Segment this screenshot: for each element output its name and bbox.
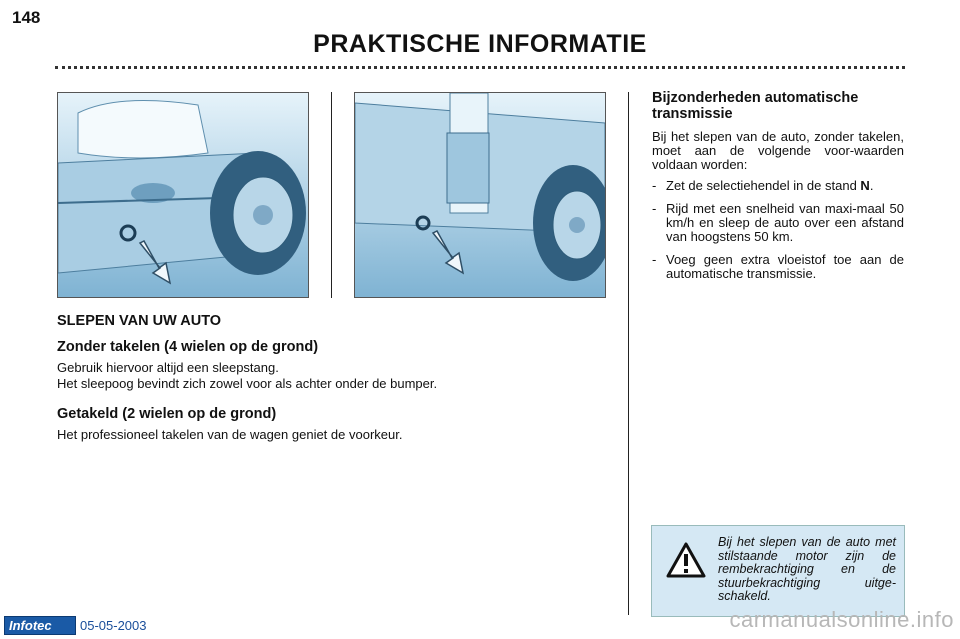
automatic-transmission-section [652, 90, 904, 290]
bullet-dash: - [652, 201, 657, 216]
without-tow-line-1: Gebruik hiervoor altijd een sleepstang. [57, 360, 279, 375]
towed-block [57, 406, 612, 443]
gear-position-n: N [860, 178, 870, 193]
bullet-text: Rijd met een snelheid van maxi-maal 50 km/h en sleep de auto over een afstand van hoogstens 50 km. [666, 201, 904, 244]
heading-line-2: transmissie [652, 106, 733, 122]
footer-date: 05-05-2003 [80, 618, 147, 633]
section-title: SLEPEN VAN UW AUTO [57, 313, 222, 329]
towing-section [57, 313, 612, 457]
watermark: carmanualsonline.info [729, 607, 954, 632]
bullet-text: Voeg geen extra vloeistof toe aan de automatische transmissie. [666, 252, 904, 281]
warning-box [651, 525, 905, 617]
instruction-list [652, 179, 904, 281]
title-dotted-rule [55, 66, 905, 69]
list-item [652, 179, 904, 193]
warning-text: Bij het slepen van de auto met stilstaande motor zijn de rembekrachtiging en de stuurbekrachtiging uitge-schakeld. [718, 535, 896, 603]
heading-line-1: Bijzonderheden automatische [652, 90, 859, 106]
list-item [652, 253, 904, 281]
column-divider [628, 92, 629, 615]
rear-tow-eye-photo [354, 92, 606, 298]
warning-triangle-icon [666, 542, 706, 583]
logo-text: Infotec [9, 618, 52, 633]
without-tow-line-2: Het sleepoog bevindt zich zowel voor als achter onder de bumper. [57, 376, 438, 391]
front-tow-eye-photo [57, 92, 309, 298]
bullet-dash: - [652, 252, 657, 267]
bullet-dash: - [652, 178, 657, 193]
infotec-logo [4, 616, 76, 635]
automatic-transmission-heading [652, 90, 904, 122]
list-item [652, 202, 904, 244]
bullet-text: Zet de selectiehendel in de stand [666, 178, 861, 193]
photo-divider [331, 92, 332, 298]
intro-paragraph: Bij het slepen van de auto, zonder takelen, moet aan de volgende voor-waarden voldaan worden: [652, 129, 904, 172]
page-title: PRAKTISCHE INFORMATIE [313, 30, 647, 58]
towed-line-1: Het professioneel takelen van de wagen geniet de voorkeur. [57, 427, 403, 442]
without-tow-block [57, 339, 612, 392]
page-number: 148 [12, 8, 41, 27]
towed-heading: Getakeld (2 wielen op de grond) [57, 406, 277, 422]
bullet-suffix: . [869, 178, 874, 193]
without-tow-heading: Zonder takelen (4 wielen op de grond) [57, 339, 319, 355]
